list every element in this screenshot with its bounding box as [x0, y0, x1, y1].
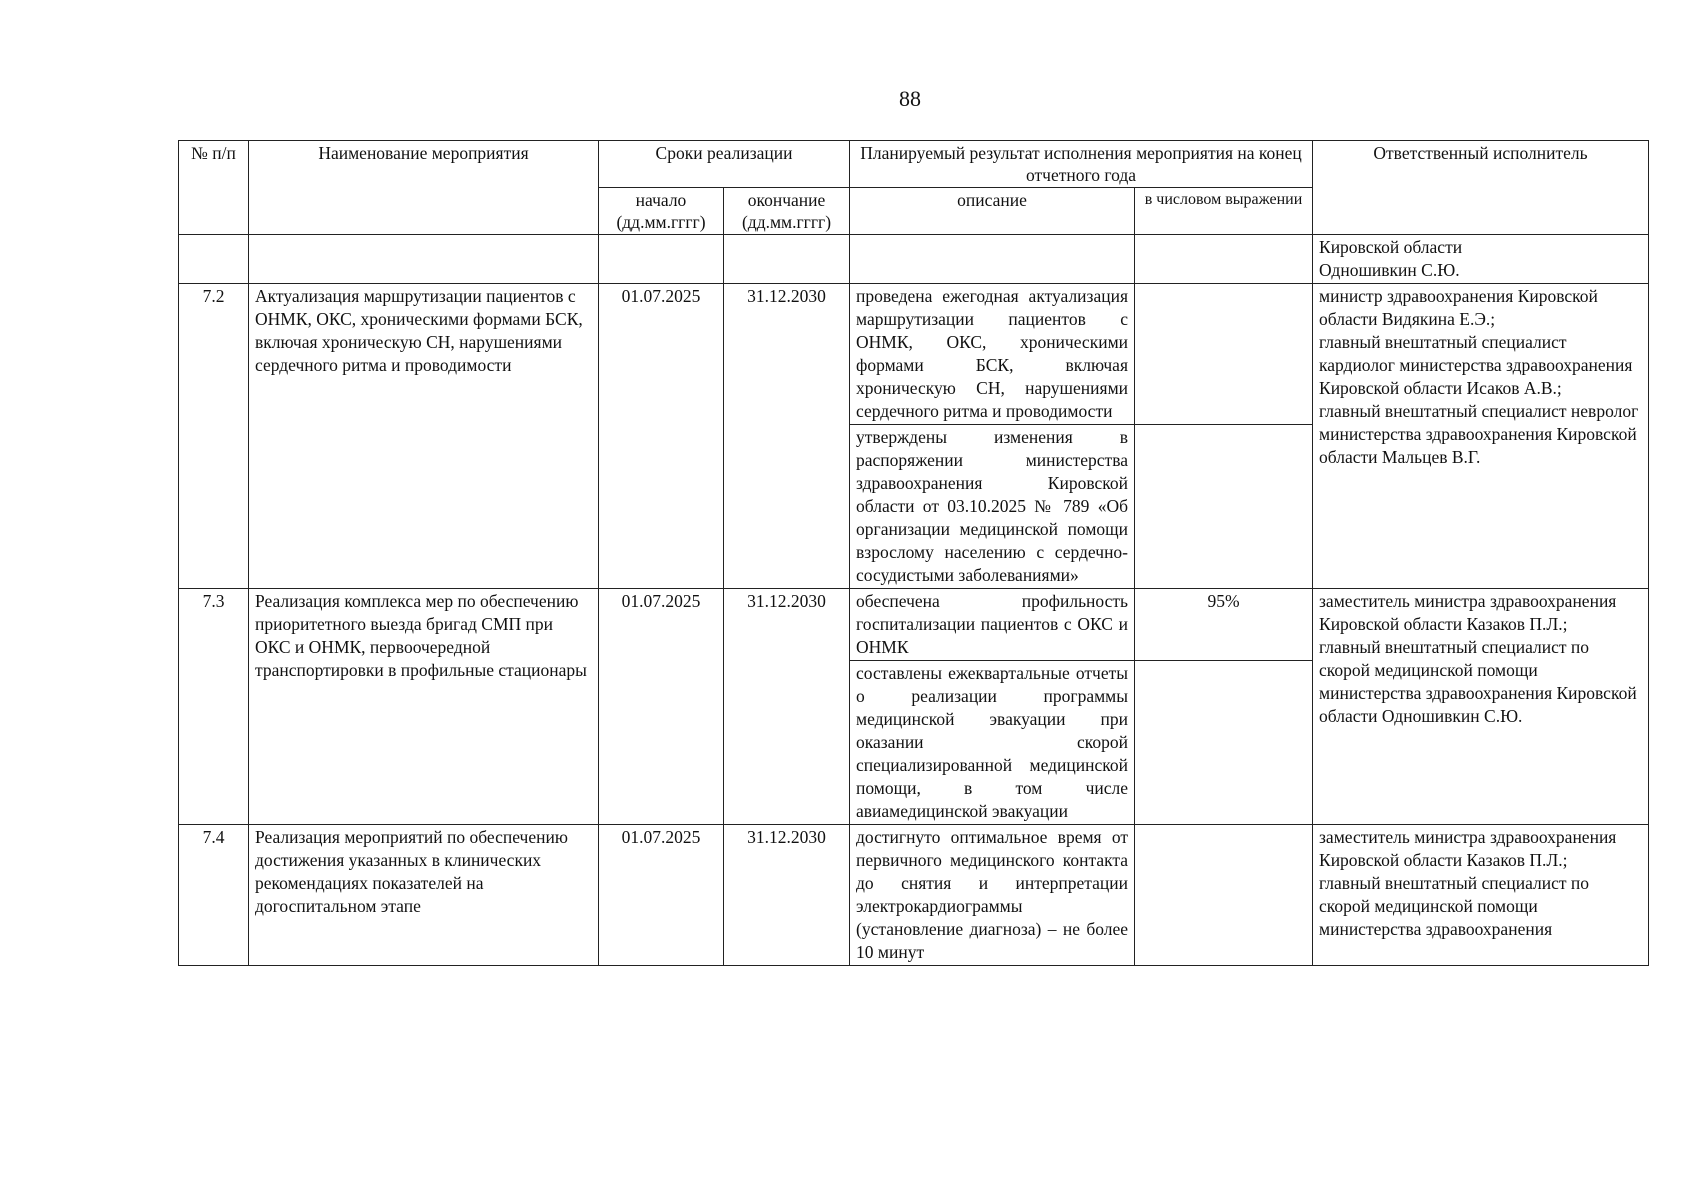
- header-numeric: в числовом выражении: [1135, 188, 1313, 235]
- result-value: [1135, 825, 1313, 966]
- row-num: 7.2: [179, 284, 249, 589]
- result-value: [1135, 661, 1313, 825]
- result-desc: утверждены изменения в распоряжении министерства здравоохранения Кировской области от 03.10.2025 № 789 «Об организации медицинской помощи взрослому населению с сердечно-сосудистыми заболеваниями»: [850, 425, 1135, 589]
- header-terms: Сроки реализации: [599, 141, 850, 188]
- row-start: 01.07.2025: [599, 589, 724, 825]
- row-num: 7.3: [179, 589, 249, 825]
- result-value: [1135, 425, 1313, 589]
- result-value: [1135, 284, 1313, 425]
- row-name: Реализация мероприятий по обеспечению достижения указанных в клинических рекомендациях показателей на догоспитальном этапе: [249, 825, 599, 966]
- table-row-carryover: [179, 235, 1649, 284]
- header-desc: описание: [850, 188, 1135, 235]
- row-responsible: министр здравоохранения Кировской области Видякина Е.Э.; главный внештатный специалист кардиолог министерства здравоохранения Кировской области Исаков А.В.; главный внештатный специалист невролог министерства здравоохранения Кировской области Мальцев В.Г.: [1313, 284, 1649, 589]
- header-end: окончание (дд.мм.гггг): [724, 188, 850, 235]
- row-end: 31.12.2030: [724, 825, 850, 966]
- header-result: Планируемый результат исполнения мероприятия на конец отчетного года: [850, 141, 1313, 188]
- table-row: [179, 284, 1649, 425]
- table-row: [179, 589, 1649, 661]
- header-num: № п/п: [179, 141, 249, 235]
- row-responsible: заместитель министра здравоохранения Кировской области Казаков П.Л.; главный внештатный специалист по скорой медицинской помощи министерства здравоохранения Кировской области Одношивкин С.Ю.: [1313, 589, 1649, 825]
- header-start: начало (дд.мм.гггг): [599, 188, 724, 235]
- result-desc: обеспечена профильность госпитализации пациентов с ОКС и ОНМК: [850, 589, 1135, 661]
- result-desc: составлены ежеквартальные отчеты о реализации программы медицинской эвакуации при оказании скорой специализированной медицинской помощи, в том числе авиамедицинской эвакуации: [850, 661, 1135, 825]
- result-desc: достигнуто оптимальное время от первичного медицинского контакта до снятия и интерпретации электрокардиограммы (установление диагноза) – не более 10 минут: [850, 825, 1135, 966]
- result-value: 95%: [1135, 589, 1313, 661]
- header-responsible: Ответственный исполнитель: [1313, 141, 1649, 235]
- header-name: Наименование мероприятия: [249, 141, 599, 235]
- page-number: 88: [899, 86, 921, 111]
- row-responsible: заместитель министра здравоохранения Кировской области Казаков П.Л.; главный внештатный специалист по скорой медицинской помощи министерства здравоохранения: [1313, 825, 1649, 966]
- row-end: 31.12.2030: [724, 284, 850, 589]
- row-name: Реализация комплекса мер по обеспечению приоритетного выезда бригад СМП при ОКС и ОНМК, первоочередной транспортировки в профильные стационары: [249, 589, 599, 825]
- row-end: 31.12.2030: [724, 589, 850, 825]
- carryover-responsible: Кировской области Одношивкин С.Ю.: [1313, 235, 1649, 284]
- table-row: [179, 825, 1649, 966]
- result-desc: проведена ежегодная актуализация маршрутизации пациентов с ОНМК, ОКС, хроническими формами БСК, включая хроническую СН, нарушениями сердечного ритма и проводимости: [850, 284, 1135, 425]
- row-start: 01.07.2025: [599, 825, 724, 966]
- row-start: 01.07.2025: [599, 284, 724, 589]
- plan-table: [178, 140, 1649, 966]
- row-name: Актуализация маршрутизации пациентов с ОНМК, ОКС, хроническими формами БСК, включая хроническую СН, нарушениями сердечного ритма и проводимости: [249, 284, 599, 589]
- row-num: 7.4: [179, 825, 249, 966]
